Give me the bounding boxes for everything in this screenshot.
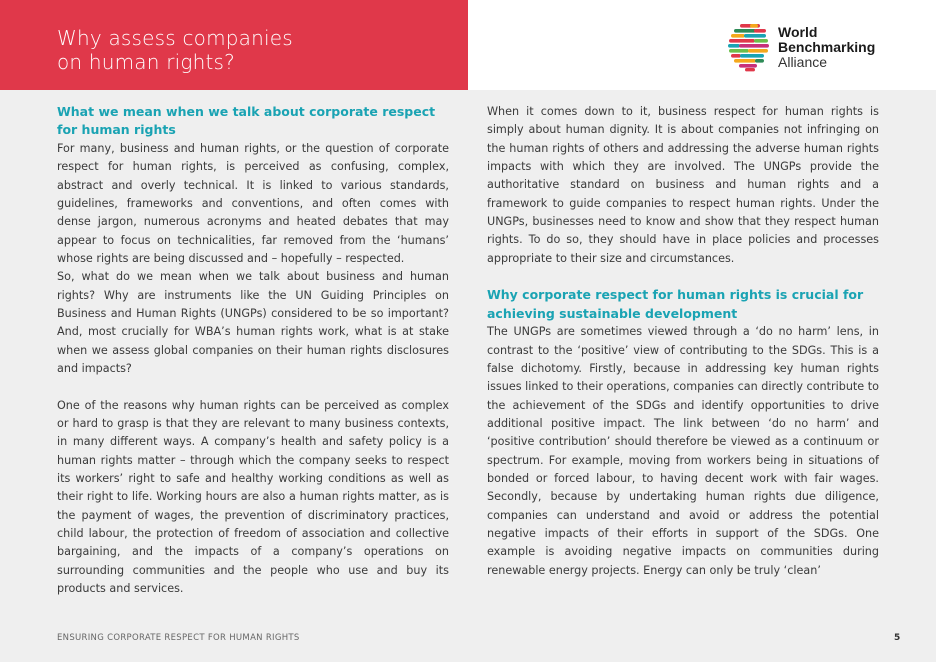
logo-line-2: Benchmarking: [778, 39, 876, 55]
left-paragraph-3: One of the reasons why human rights can be perceived as complex or hard to grasp is that they are relevant to many business contexts, in many different ways. A company’s health and safety policy is a human rights matter – through which the company seeks to respect its workers’ right to safe and healthy working conditions as well as their right to life. Working hours are also a human rights matter, as is the payment of wages, the prevention of discriminatory practices, child labour, the protection of freedom of association and collective bargaining, and the impacts of a company’s operations on surrounding communities and the people who use and buy its products and services.: [57, 398, 449, 596]
page-title: [57, 26, 457, 74]
wba-globe-icon: [728, 22, 774, 72]
right-paragraph-2: The UNGPs are sometimes viewed through a ‘do no harm’ lens, in contrast to the ‘positive’ view of contributing to the SDGs. This is a false dichotomy. Firstly, because in addressing key human rights issues linked to their operations, companies can directly contribute to the achievement of the SDGs and identify opportunities to drive additional positive impact. The link between ‘do no harm’ and ‘positive contribution’ should therefore be viewed as a continuum or spectrum. For example, moving from workers being in situations of bonded or forced labour, to having decent work with fair wages. Secondly, because by undertaking human rights due diligence, companies can understand and avoid or address the potential negative impacts of their efforts in support of the SDGs. One example is avoiding negative impacts on communities during renewable energy projects. Energy can only be truly ‘clean’: [487, 325, 879, 577]
right-section-heading: Why corporate respect for human rights is crucial for achieving sustainable development: [487, 287, 864, 321]
page-number: 5: [894, 633, 901, 643]
left-section-heading: What we mean when we talk about corporate respect for human rights: [57, 104, 436, 138]
right-column: [487, 103, 879, 580]
left-paragraph-1: For many, business and human rights, or the question of corporate respect for human rights, is perceived as confusing, complex, abstract and overly technical. It is linked to various standards, guidelines, frameworks and conventions, and often comes with dense jargon, numerous acronyms and heated debates that may appear to focus on technicalities, far removed from the ‘humans’ whose rights are being discussed and – hopefully – respected.: [57, 141, 449, 265]
wba-logo-wordmark: [778, 25, 875, 70]
right-paragraph-1: When it comes down to it, business respect for human rights is simply about human dignity. It is about companies not infringing on the human rights of others and addressing the adverse human rights impacts with which they are involved. The UNGPs provide the authoritative standard on business and human rights and a framework to guide companies to respect human rights. Under the UNGPs, businesses need to know and show that they respect human rights. To do so, they should have in place policies and processes appropriate to their size and circumstances.: [487, 105, 879, 265]
logo-line-1: World: [778, 24, 818, 40]
page-title-line-1: Why assess companies: [57, 26, 293, 50]
logo-line-3: Alliance: [778, 54, 828, 70]
page-title-line-2: on human rights?: [57, 50, 235, 74]
wba-logo: [728, 22, 888, 74]
left-paragraph-2: So, what do we mean when we talk about business and human rights? Why are instruments like the UN Guiding Principles on Business and Human Rights (UNGPs) considered to be so important? And, most crucially for WBA’s human rights work, what is at stake when we assess global companies on their human rights disclosures and impacts?: [57, 270, 449, 375]
footer-running-title: ENSURING CORPORATE RESPECT FOR HUMAN RIGHTS: [57, 633, 300, 643]
left-column: [57, 103, 449, 598]
